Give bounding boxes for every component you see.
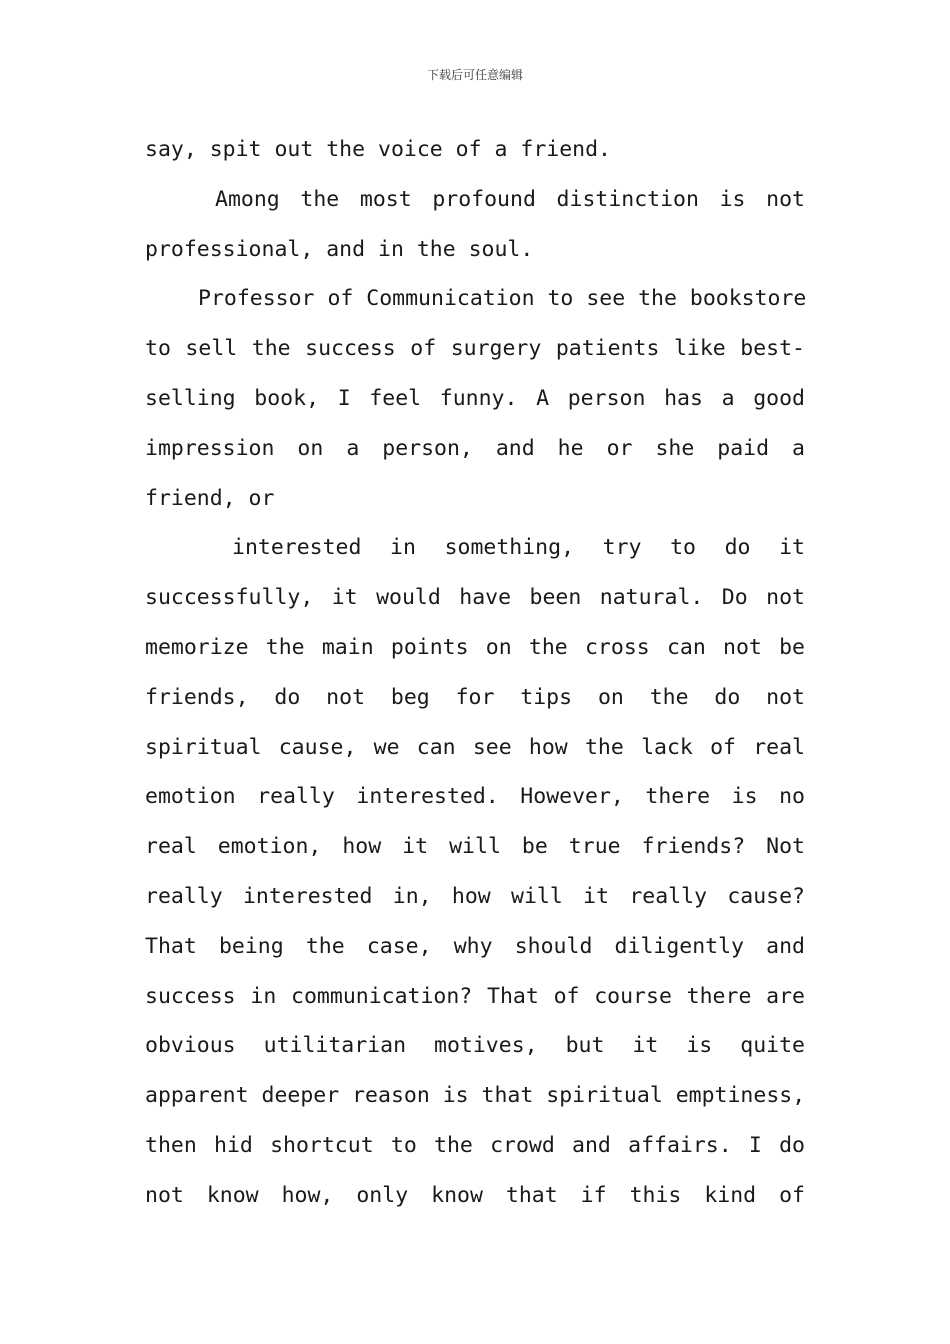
text-line: friend, or: [145, 485, 275, 511]
text-line: That being the case, why should diligently and: [145, 933, 805, 959]
text-line: selling book, I feel funny. A person has a good: [145, 385, 805, 411]
text-line: emotion really interested. However, there is no: [145, 784, 805, 810]
document-body: [145, 125, 805, 1221]
text-line: to sell the success of surgery patients like best-: [145, 336, 805, 362]
text-line: impression on a person, and he or she paid a: [145, 435, 805, 461]
text-line: apparent deeper reason is that spiritual emptiness,: [145, 1083, 806, 1109]
text-line: professional, and in the soul.: [145, 236, 534, 262]
text-line: Among the most profound distinction is not: [215, 186, 805, 212]
text-line: memorize the main points on the cross can not be: [145, 634, 805, 660]
text-line: spiritual cause, we can see how the lack of real: [145, 734, 805, 760]
page-header: 下载后可任意编辑: [426, 68, 523, 82]
text-line: obvious utilitarian motives, but it is quite: [145, 1033, 805, 1059]
text-line: friends, do not beg for tips on the do not: [145, 684, 805, 710]
text-line: really interested in, how will it really cause?: [145, 883, 805, 909]
text-line: real emotion, how it will be true friends? Not: [145, 834, 805, 860]
text-line: Professor of Communication to see the bookstore: [198, 286, 807, 312]
text-line: success in communication? That of course there are: [145, 983, 805, 1009]
text-line: interested in something, try to do it: [232, 535, 805, 561]
text-line: say, spit out the voice of a friend.: [145, 137, 611, 162]
text-line: not know how, only know that if this kind of: [145, 1182, 805, 1208]
text-line: then hid shortcut to the crowd and affairs. I do: [145, 1132, 805, 1158]
text-line: successfully, it would have been natural. Do not: [145, 585, 805, 611]
